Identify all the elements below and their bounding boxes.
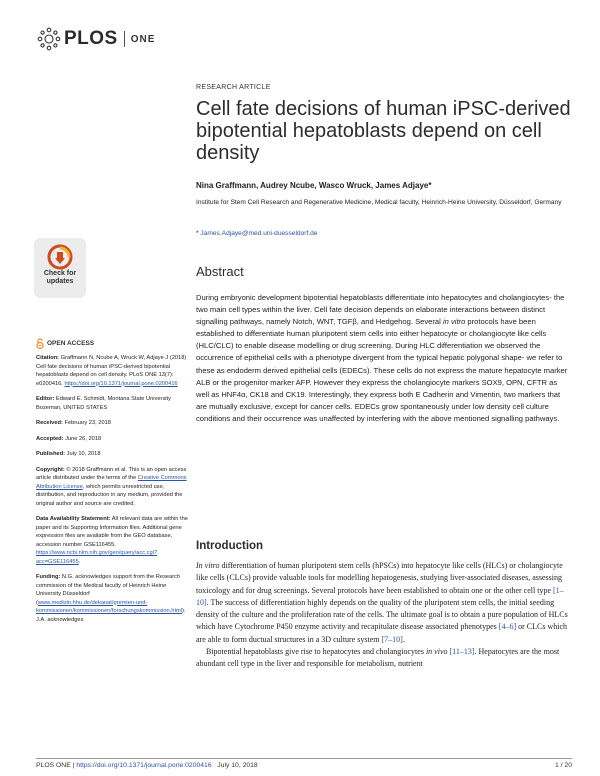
- published-date: July 10, 2018: [66, 451, 101, 457]
- editor-label: Editor:: [36, 396, 55, 402]
- introduction-heading: Introduction: [196, 540, 264, 552]
- copyright-label: Copyright:: [36, 466, 65, 473]
- abstract-heading: Abstract: [196, 264, 244, 279]
- published-block: [36, 450, 188, 459]
- copyright-text-end: , which permits unrestricted use, distribution, and reproduction in any medium, provided the original author and source are credited.: [36, 483, 183, 507]
- page-footer: [36, 762, 572, 769]
- funding-label: Funding:: [36, 574, 61, 580]
- plos-logo-icon: [36, 26, 62, 52]
- funding-link[interactable]: www.medizin.hhu.de/dekanat/gremien-und-kommissionen/kommissionen/forschungskommission.html: [36, 599, 183, 614]
- received-label: Received:: [36, 420, 63, 426]
- journal-logo: [36, 26, 155, 52]
- footer-left: [36, 762, 258, 769]
- editor-text: Edward E. Schmidt, Montana State University Bozeman, UNITED STATES: [36, 396, 171, 411]
- received-date: February 23, 2018: [64, 420, 111, 426]
- intro-text: .: [402, 634, 405, 644]
- check-updates-line1: Check for: [43, 270, 77, 277]
- journal-name: ONE: [130, 33, 156, 45]
- introduction-body: [196, 560, 572, 671]
- published-label: Published:: [36, 451, 66, 457]
- accepted-label: Accepted:: [36, 435, 64, 442]
- abstract-part1: During embryonic development bipotential hepatoblasts differentiate into hepatocytes and cholangiocytes- the two main cell types within the liver. Cell fate decision depends on elaborate interactions between distinct signalling pathways, namely Notch, WNT, TGFβ, and Hedgehog. Several: [196, 293, 565, 327]
- abstract-text: [196, 292, 572, 425]
- footer-doi-link[interactable]: https://doi.org/10.1371/journal.pone.0200416: [76, 762, 212, 769]
- intro-text: . Hepatocytes are the most abundant cell type in the liver and responsible for metabolism, nutrient: [196, 647, 560, 669]
- open-access-badge: [36, 338, 94, 349]
- open-lock-icon: [36, 338, 44, 349]
- check-for-updates-badge[interactable]: [34, 238, 86, 298]
- accepted-date: June 26, 2018: [65, 435, 102, 442]
- page-number: 1 / 20: [554, 762, 572, 769]
- citation-block: [36, 354, 188, 388]
- intro-paragraph-1: [196, 560, 572, 646]
- citation-text: Graffmann N, Ncube A, Wruck W, Adjaye J (2018) Cell fate decisions of human iPSC-derived bipotential hepatoblasts depend on cell density. PLoS ONE 13(7): e0200416.: [36, 355, 187, 387]
- author-list: Nina Graffmann, Audrey Ncube, Wasco Wruck, James Adjaye*: [196, 181, 432, 190]
- funding-text: N.G. acknowledges support from the Research commission of the Medical faculty of Heinrich Heine University Düsseldorf (: [36, 574, 181, 606]
- data-availability-text: All relevant data are within the paper and its Supporting Information files. Additional gene expression files are available from the GEO database, accession number GSE116455.: [36, 516, 188, 548]
- article-type: RESEARCH ARTICLE: [196, 84, 271, 91]
- accepted-block: [36, 435, 188, 444]
- abstract-part2: protocols have been established to differentiate human pluripotent stem cells into either hepatocyte or cholangiocyte like cells (HLC/CLC) to enable disease modelling or drug screening. During HLC differentiation we observed the occurrence of epithelial cells with a phenotype divergent from the typical hepatic polygonal shape- we refer to these as endoderm derived epithelial cells (EDECs). These cells do not express the mature hepatocyte marker ALB or the progenitor marker AFP. However they express the cholangiocyte markers SOX9, OPN, CFTR as well as HNF4α, CK18 and CK19. Interestingly, they express both E Cadherin and Vimentin, two markers that are mutually exclusive, except for cancer cells. EDECs grow spontaneously under low density cell culture conditions and their occurrence was unaffected by interfering with the above mentioned signalling pathways.: [196, 317, 568, 423]
- footer-journal: PLOS ONE: [36, 762, 71, 769]
- intro-paragraph-2: [196, 646, 572, 671]
- funding-block: [36, 573, 188, 624]
- article-title: Cell fate decisions of human iPSC-derived bipotential hepatoblasts depend on cell density: [196, 98, 571, 164]
- reference-link[interactable]: [11–13]: [449, 647, 475, 657]
- abstract-italic: in vitro: [442, 317, 466, 327]
- intro-text: differentiation of human pluripotent stem cells (hPSCs) into hepatocyte like cells (HLCs) or cholangiocyte like cells (CLCs) provide valuable tools for modelling hepatogenesis, studying liver-associated diseases, assessing toxicology and for drug screenings. Several protocols have been established to obtain one or the other cell type: [196, 561, 563, 595]
- data-availability-label: Data Availability Statement:: [36, 516, 111, 522]
- check-updates-icon: [47, 244, 73, 270]
- intro-text: Bipotential hepatoblasts give rise to hepatocytes and cholangiocytes: [206, 647, 426, 657]
- citation-label: Citation:: [36, 355, 60, 361]
- check-updates-line2: updates: [46, 278, 74, 285]
- reference-link[interactable]: [7–10]: [381, 634, 403, 644]
- data-availability-end: .: [78, 558, 81, 565]
- affiliation: Institute for Stem Cell Research and Regenerative Medicine, Medical faculty, Heinrich-Heine University, Düsseldorf, Germany: [196, 199, 562, 206]
- received-block: [36, 419, 188, 428]
- geo-link[interactable]: https://www.ncbi.nlm.nih.gov/geo/query/acc.cgi?acc=GSE116455: [36, 550, 158, 565]
- reference-link[interactable]: [1–10]: [196, 585, 564, 607]
- copyright-block: [36, 466, 188, 509]
- funding-text-end: ). J.A. acknowledges: [36, 608, 186, 623]
- intro-italic: in vivo: [425, 647, 448, 657]
- correspondence-email-link[interactable]: James.Adjaye@med.uni-duesseldorf.de: [200, 230, 318, 237]
- footer-date: July 10, 2018: [217, 762, 258, 769]
- intro-text: or CLCs which are able to form ductual structures in a 3D culture system: [196, 622, 568, 644]
- reference-link[interactable]: [4–6]: [498, 622, 517, 632]
- open-access-label: OPEN ACCESS: [47, 340, 95, 347]
- logo-text: PLOS: [64, 28, 118, 49]
- editor-block: [36, 395, 188, 412]
- license-link[interactable]: Creative Commons Attribution License: [36, 475, 187, 490]
- footer-separator: |: [70, 762, 77, 769]
- intro-italic: In vitro: [196, 561, 220, 570]
- logo-divider: [124, 31, 125, 47]
- citation-doi-link[interactable]: https://doi.org/10.1371/journal.pone.0200416: [64, 380, 178, 387]
- article-info-sidebar: [36, 354, 188, 631]
- footer-rule: [36, 758, 572, 759]
- copyright-text: © 2018 Graffmann et al. This is an open access article distributed under the terms of the: [36, 466, 187, 481]
- correspondence: [196, 230, 317, 237]
- correspondence-marker: *: [196, 230, 199, 237]
- intro-text: . The success of differentiation highly depends on the quality of the pluripotent stem cells, the initial seeding density of the culture and the proliferation rate of the cells. The ultimate goal is to obtain a pure population of HLCs which have Cytochrome P450 enzyme activity and recapitulate disease associated phenotypes: [196, 597, 568, 632]
- data-availability-block: [36, 515, 188, 566]
